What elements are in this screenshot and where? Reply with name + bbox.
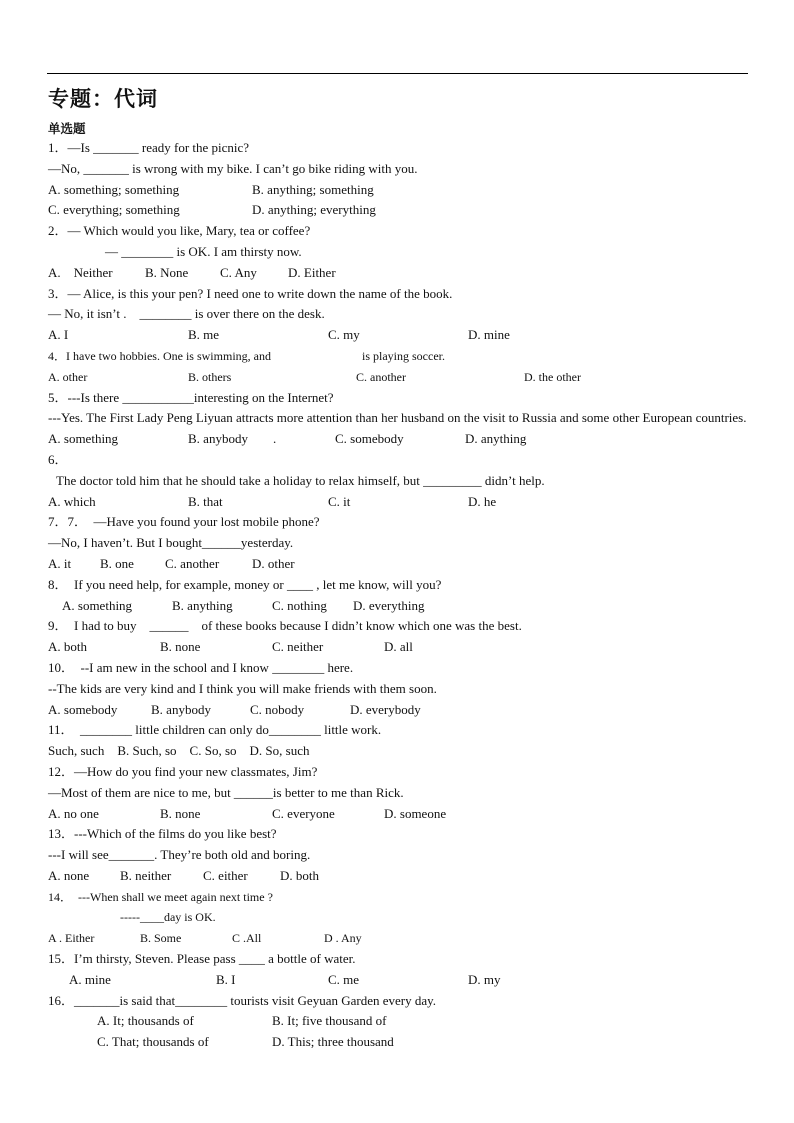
question-8-options — [48, 596, 748, 617]
option-a[interactable]: A. which — [48, 493, 96, 509]
option-d[interactable]: D. all — [384, 639, 413, 655]
question-5-stem-a: 5．---Is there ___________interesting on the Internet? — [48, 389, 334, 405]
question-12-stem-b: —Most of them are nice to me, but ______is better to me than Rick. — [48, 784, 404, 800]
option-b[interactable]: B. anybody — [151, 701, 211, 717]
section-heading: 单选题 — [48, 121, 86, 136]
question-10-stem-a: 10． --I am new in the school and I know ________ here. — [48, 659, 354, 675]
option-d[interactable]: D. someone — [384, 805, 447, 821]
question-1-stem-b: —No, _______ is wrong with my bike. I can’t go bike riding with you. — [48, 160, 418, 176]
stray-mark: . — [273, 431, 277, 447]
question-2-stem-b: — ________ is OK. I am thirsty now. — [105, 243, 302, 259]
option-d[interactable]: D. everybody — [350, 701, 421, 717]
option-c[interactable]: C. Any — [220, 264, 257, 280]
option-d[interactable]: D. both — [280, 867, 319, 883]
option-c[interactable]: C. either — [203, 867, 248, 883]
question-16-options-row2 — [48, 1032, 748, 1053]
header-rule — [47, 73, 748, 74]
question-12-options — [48, 804, 748, 825]
option-a[interactable]: A. I — [48, 327, 69, 343]
option-c[interactable]: C. That; thousands of — [97, 1034, 209, 1050]
question-12-stem-a: 12．—How do you find your new classmates, Jim? — [48, 763, 318, 779]
question-16-options-row1 — [48, 1011, 748, 1032]
question-13-stem-b: ---I will see_______. They’re both old and boring. — [48, 847, 311, 863]
question-8-stem: 8． If you need help, for example, money or ____ , let me know, will you? — [48, 576, 442, 592]
question-9-stem: 9． I had to buy ______ of these books because I didn’t know which one was the best. — [48, 618, 522, 634]
question-3-options — [48, 325, 748, 346]
option-b[interactable]: B. anything; something — [252, 181, 374, 197]
option-a[interactable]: A. Neither — [48, 264, 113, 280]
option-d[interactable]: D. This; three thousand — [272, 1034, 394, 1050]
question-4-options — [48, 367, 748, 388]
question-9-options — [48, 637, 748, 658]
option-c[interactable]: C. my — [328, 327, 360, 343]
question-14-options — [48, 928, 748, 949]
option-a[interactable]: A. something — [48, 431, 119, 447]
option-d[interactable]: D. he — [468, 493, 497, 509]
option-c[interactable]: C. another — [356, 369, 406, 384]
question-6-stem: The doctor told him that he should take a holiday to relax himself, but _________ didn’t help. — [56, 472, 545, 488]
option-b[interactable]: B. me — [188, 327, 220, 343]
option-b[interactable]: B. that — [188, 493, 223, 509]
option-a[interactable]: A. something — [62, 597, 133, 613]
option-a[interactable]: A. it — [48, 555, 72, 571]
option-d[interactable]: D. my — [468, 971, 501, 987]
option-b[interactable]: B. It; five thousand of — [272, 1013, 387, 1029]
option-c[interactable]: C. me — [328, 971, 360, 987]
question-5-stem-b: ---Yes. The First Lady Peng Liyuan attracts more attention than her husband on the visit to Russia and some other European countries. — [48, 410, 747, 426]
question-15-stem: 15．I’m thirsty, Steven. Please pass ____ a bottle of water. — [48, 951, 356, 967]
option-c[interactable]: C. everything; something — [48, 202, 180, 218]
page-title: 专题：代词 — [48, 87, 158, 111]
question-14-stem-a: 14． ---When shall we meet again next time ? — [48, 889, 273, 904]
question-6-options — [48, 492, 748, 513]
question-3-stem-b: — No, it isn’t . ________ is over there on the desk. — [48, 306, 325, 322]
option-c[interactable]: C. somebody — [335, 431, 404, 447]
question-14-stem-b: -----____day is OK. — [120, 910, 216, 925]
option-c[interactable]: C. it — [328, 493, 351, 509]
question-6-number: 6． — [48, 451, 68, 467]
option-a[interactable]: A. mine — [69, 971, 111, 987]
question-11-stem: 11． ________ little children can only do________ little work. — [48, 722, 382, 738]
option-d[interactable]: D. the other — [524, 369, 581, 384]
question-10-stem-b: --The kids are very kind and I think you will make friends with them soon. — [48, 680, 437, 696]
option-b[interactable]: B. I — [216, 971, 236, 987]
option-b[interactable]: B. none — [160, 639, 201, 655]
question-3-stem-a: 3．— Alice, is this your pen? I need one to write down the name of the book. — [48, 285, 453, 301]
question-13-options — [48, 866, 748, 887]
option-a[interactable]: A. both — [48, 639, 87, 655]
option-a[interactable]: A. something; something — [48, 181, 180, 197]
option-c[interactable]: C. another — [165, 555, 220, 571]
option-a[interactable]: A. It; thousands of — [97, 1013, 194, 1029]
option-b[interactable]: B. anybody — [188, 431, 248, 447]
option-b[interactable]: B. others — [188, 369, 232, 384]
question-10-options — [48, 700, 748, 721]
option-c[interactable]: C. nothing — [272, 597, 327, 613]
option-d[interactable]: D . Any — [324, 931, 362, 946]
option-a[interactable]: A. none — [48, 867, 90, 883]
option-d[interactable]: D. anything — [465, 431, 527, 447]
option-a[interactable]: A. other — [48, 369, 88, 384]
question-1-options-row1 — [48, 180, 748, 201]
option-b[interactable]: B. one — [100, 555, 134, 571]
question-4-stem-a: 4．I have two hobbies. One is swimming, and — [48, 348, 271, 363]
question-5-options — [48, 429, 748, 450]
question-list — [48, 138, 748, 1053]
question-2-stem-a: 2．— Which would you like, Mary, tea or coffee? — [48, 223, 311, 239]
option-d[interactable]: D. mine — [468, 327, 510, 343]
question-2-options — [48, 263, 748, 284]
option-b[interactable]: B. anything — [172, 597, 233, 613]
question-7-stem-a: 7．7． —Have you found your lost mobile phone? — [48, 514, 320, 530]
question-7-options — [48, 554, 748, 575]
option-c[interactable]: C .All — [232, 931, 262, 946]
question-11-options[interactable]: Such, such B. Such, so C. So, so D. So, such — [48, 743, 310, 759]
option-b[interactable]: B. neither — [120, 867, 172, 883]
option-a[interactable]: A. no one — [48, 805, 99, 821]
option-b[interactable]: B. Some — [140, 931, 182, 946]
question-1-options-row2 — [48, 200, 748, 221]
option-c[interactable]: C. neither — [272, 639, 324, 655]
option-a[interactable]: A . Either — [48, 931, 95, 946]
option-d[interactable]: D. anything; everything — [252, 202, 376, 218]
question-15-options — [48, 970, 748, 991]
question-13-stem-a: 13．---Which of the films do you like best? — [48, 826, 277, 842]
option-a[interactable]: A. somebody — [48, 701, 118, 717]
question-4-stem-b: is playing soccer. — [362, 348, 445, 363]
option-c[interactable]: C. everyone — [272, 805, 335, 821]
option-c[interactable]: C. nobody — [250, 701, 305, 717]
option-d[interactable]: D. Either — [288, 264, 336, 280]
option-b[interactable]: B. none — [160, 805, 201, 821]
question-1-stem-a: 1．—Is _______ ready for the picnic? — [48, 140, 250, 155]
question-16-stem: 16．_______is said that________ tourists visit Geyuan Garden every day. — [48, 992, 437, 1008]
option-d[interactable]: D. other — [252, 555, 295, 571]
question-4-stem — [48, 346, 748, 367]
question-7-stem-b: —No, I haven’t. But I bought______yesterday. — [48, 535, 294, 551]
option-d[interactable]: D. everything — [353, 597, 425, 613]
option-b[interactable]: B. None — [145, 264, 189, 280]
